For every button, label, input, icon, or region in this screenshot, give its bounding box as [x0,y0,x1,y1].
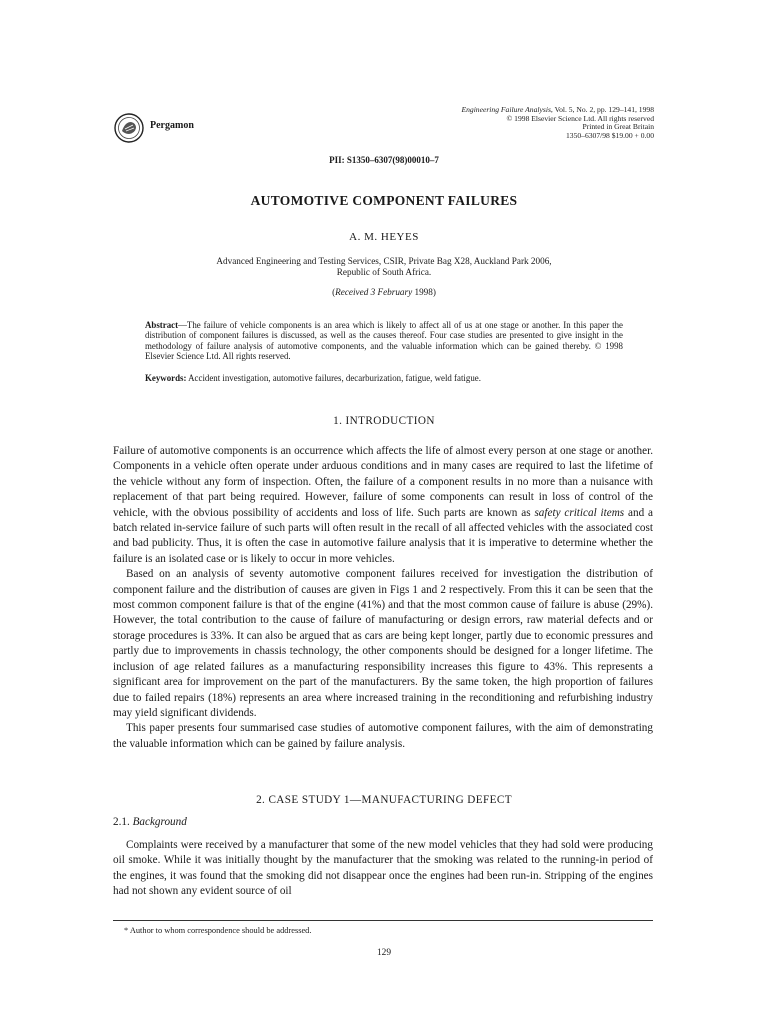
case1-paragraph-1: Complaints were received by a manufacturer that some of the new model vehicles that they had sold were producing oil smoke. While it was initially thought by the manufacturer that the smoking was related to the running-in period of the engines, it was found that the smoking did not disappear once the engines had been run-in. Stripping of the engines had not shown any evident source of oil [113,839,653,898]
journal-title: Engineering Failure Analysis [461,105,551,114]
footnote: * Author to whom correspondence should be addressed. [124,926,312,935]
abstract-text: —The failure of vehicle components is an area which is likely to affect all of us at one stage or another. In this paper the distribution of component failures is discussed, as well as the causes thereof. Four case studies are presented to give insight in the methodology of failure analysis of automotive components, and the valuable information which can be gained thereby. © 1998 Elsevier Science Ltd. All rights reserved. [145,320,623,362]
received-open-paren: ( [332,287,336,297]
footnote-divider [113,920,653,921]
paper-title: AUTOMOTIVE COMPONENT FAILURES [250,193,518,208]
keywords [145,373,623,383]
intro-p1-emphasis: safety critical items [534,506,625,519]
copyright-line: © 1998 Elsevier Science Ltd. All rights reserved [506,113,654,123]
publisher-logo [113,112,145,144]
publisher-name: Pergamon [150,120,194,131]
pii-identifier: PII: S1350–6307(98)00010–7 [329,155,439,165]
issn-line: 1350–6307/98 $19.00 + 0.00 [565,130,654,140]
case-study-body [113,838,653,900]
author-affiliation [0,256,768,278]
received-label: Received 3 February [335,287,413,297]
subsection-heading-background [113,816,187,828]
intro-paragraph-1 [113,444,653,567]
intro-p1-text-a: Failure of automotive components is an occurrence which affects the life of almost every person at one stage or another. Components in a vehicle often operate under arduous conditions and in many cases are required to last the lifetime of the vehicle without any form of inspection. Often, the failure of a component results in no more than a nuisance with replacement of that part being required. However, failure of some components can result in loss of control of the vehicle, with the obvious possibility of accidents and loss of life. Such parts are known as [113,445,653,519]
section-heading-case-study-1: 2. CASE STUDY 1—MANUFACTURING DEFECT [256,794,512,806]
affiliation-line-2: Republic of South Africa. [336,267,432,277]
intro-paragraph-3: This paper presents four summarised case studies of automotive component failures, with the aim of demonstrating the valuable information which can be gained by failure analysis. [113,722,653,750]
printed-line: Printed in Great Britain [582,122,654,132]
intro-paragraph-2: Based on an analysis of seventy automotive component failures received for investigation the distribution of component failure and the distribution of causes are given in Figs 1 and 2 respectively. From this it can be seen that the most common component failure is that of the engine (41%) and that the most common cause of failure is abuse (29%). However, the total contribution to the cause of failure of manufacturing or design errors, raw material defects and or storage procedures is 33%. It can also be argued that as cars are being kept longer, partly due to economic pressures and partly due to improvements in chassis technology, the other components should be designed for a longer lifetime. The inclusion of age related failures as a manufacturing responsibility increases this figure to 43%. This represents a significant area for improvement on the part of the manufacturers. By the same token, the high proportion of failures due to failed repairs (18%) represents an area where increased training in the reconditioning and refurbishing industry may yield significant dividends. [113,568,653,719]
subsection-number: 2.1. [113,816,133,828]
subsection-title: Background [132,816,187,828]
page-number: 129 [376,948,392,958]
abstract [145,320,623,362]
keywords-label: Keywords: [145,373,187,383]
author-name: A. M. HEYES [349,231,419,243]
journal-volume: , Vol. 5, No. 2, pp. 129–141, 1998 [550,105,654,114]
received-date [0,287,768,297]
section-heading-introduction: 1. INTRODUCTION [333,415,435,427]
intro-p1-text-b: and a batch related in-service failure of such parts will often result in the recall of all affected vehicles with the associated cost and bad publicity. Thus, it is often the case in automotive failure analysis that it is imperative to determine whether the failure is an isolated case or is likely to occur in more vehicles. [113,506,653,565]
introduction-body [113,444,653,752]
received-year: 1998) [412,287,436,297]
keywords-text: Accident investigation, automotive failures, decarburization, fatigue, weld fatigue. [186,373,481,383]
journal-info [461,106,654,140]
abstract-label: Abstract [145,320,179,330]
affiliation-line-1: Advanced Engineering and Testing Services, CSIR, Private Bag X28, Auckland Park 2006, [216,256,552,266]
